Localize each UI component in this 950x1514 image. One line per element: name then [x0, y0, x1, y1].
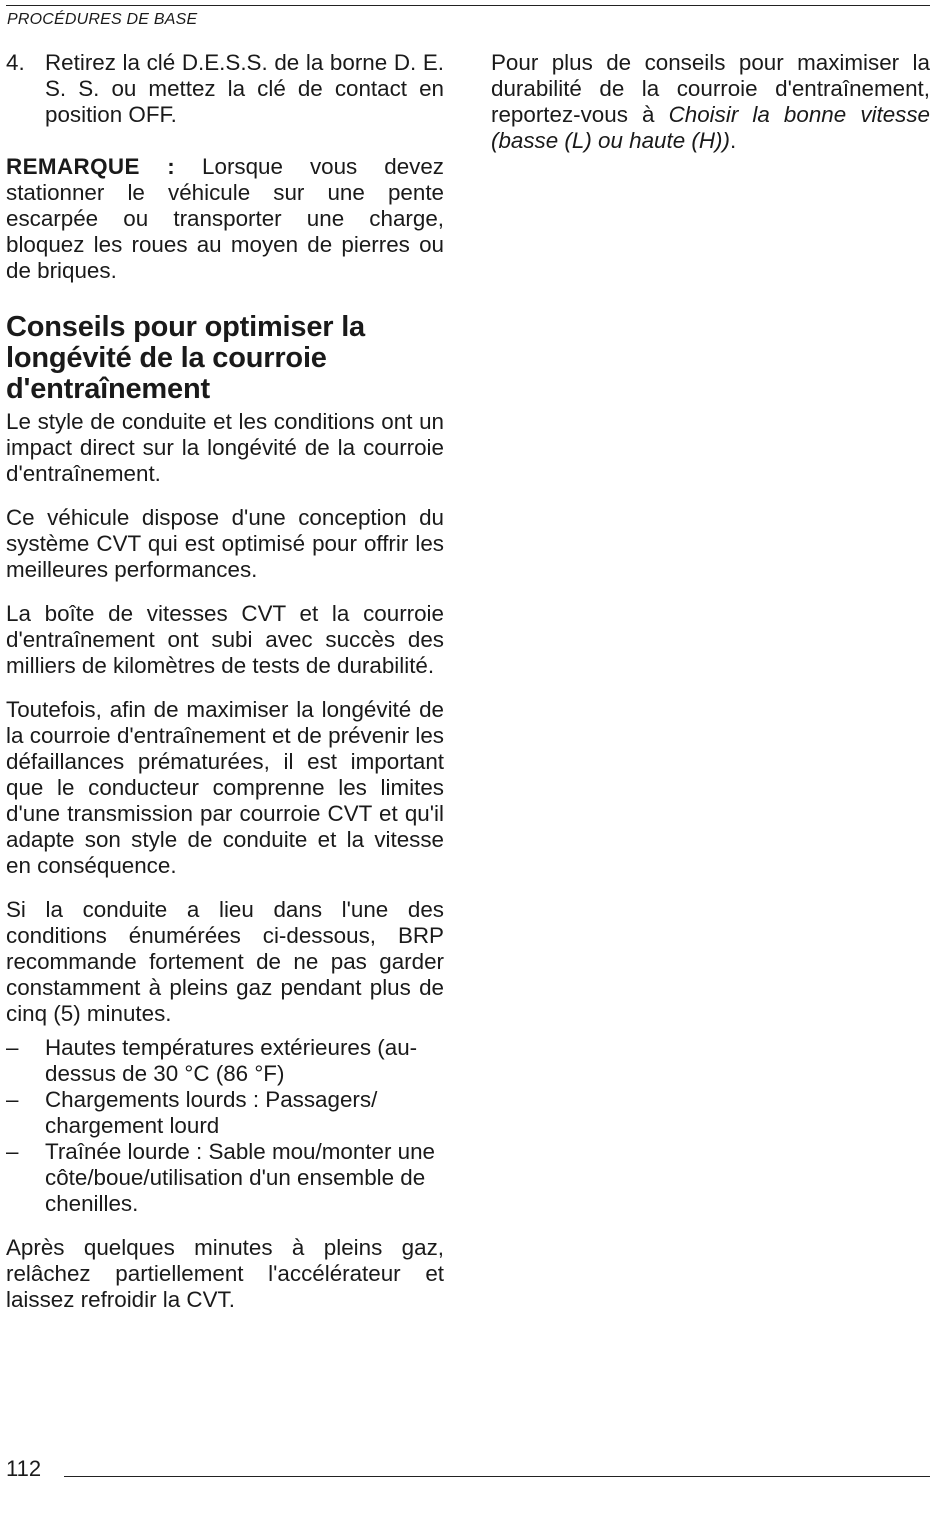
dash-bullet: –	[6, 1035, 19, 1060]
dash-bullet: –	[6, 1087, 19, 1112]
cross-reference-link[interactable]: Choisir la bonne vitesse (basse (L) ou haute (H))	[491, 102, 930, 153]
section-label: PROCÉDURES DE BASE	[7, 11, 198, 28]
note-text: Lorsque vous devez stationner le véhicule sur une pente escarpée ou transporter une charge, bloquez les roues au moyen de pierres ou de briques.	[6, 154, 444, 283]
section-heading: Conseils pour optimiser la longévité de la courroie d'entraînement	[6, 311, 365, 405]
body-paragraph: Ce véhicule dispose d'une conception du système CVT qui est optimisé pour offrir les meilleures performances.	[6, 505, 444, 582]
body-paragraph: Le style de conduite et les conditions ont un impact direct sur la longévité de la courroie d'entraînement.	[6, 409, 444, 486]
list-item	[6, 1035, 444, 1087]
cross-reference-paragraph	[491, 50, 930, 154]
right-column	[491, 50, 930, 172]
list-item	[6, 1087, 444, 1139]
body-paragraph: La boîte de vitesses CVT et la courroie d'entraînement ont subi avec succès des milliers de kilomètres de tests de durabilité.	[6, 601, 444, 678]
step-item	[6, 50, 444, 128]
note-paragraph	[6, 154, 444, 284]
header-rule	[6, 5, 930, 6]
cross-reference-text: Pour plus de conseils pour maximiser la durabilité de la courroie d'entraînement, reportez-vous à	[491, 50, 930, 127]
body-paragraph: Toutefois, afin de maximiser la longévité de la courroie d'entraînement et de prévenir les défaillances prématurées, il est important que le conducteur comprenne les limites d'une transmission par courroie CVT et qu'il adapte son style de conduite et la vitesse en conséquence.	[6, 697, 444, 878]
body-paragraph: Si la conduite a lieu dans l'une des conditions énumérées ci-dessous, BRP recommande fortement de ne pas garder constamment à pleins gaz pendant plus de cinq (5) minutes.	[6, 897, 444, 1026]
footer-rule	[64, 1476, 930, 1477]
step-text: Retirez la clé D.E.S.S. de la borne D. E. S. S. ou mettez la clé de contact en position OFF.	[45, 50, 444, 127]
note-label: REMARQUE :	[6, 154, 176, 179]
cross-reference-end: .	[729, 128, 737, 153]
list-item	[6, 1139, 444, 1217]
dash-bullet: –	[6, 1139, 19, 1164]
conditions-list	[6, 1035, 444, 1217]
list-item-text: Chargements lourds : Passagers/ chargement lourd	[45, 1087, 378, 1138]
list-item-text: Traînée lourde : Sable mou/monter une côte/boue/utilisation d'un ensemble de chenilles.	[45, 1139, 435, 1216]
page-number: 112	[6, 1456, 42, 1481]
step-number: 4.	[6, 50, 25, 75]
list-item-text: Hautes températures extérieures (au-dessus de 30 °C (86 °F)	[45, 1035, 418, 1086]
left-column	[6, 50, 444, 1331]
closing-paragraph: Après quelques minutes à pleins gaz, relâchez partiellement l'accélérateur et laissez refroidir la CVT.	[6, 1235, 444, 1312]
